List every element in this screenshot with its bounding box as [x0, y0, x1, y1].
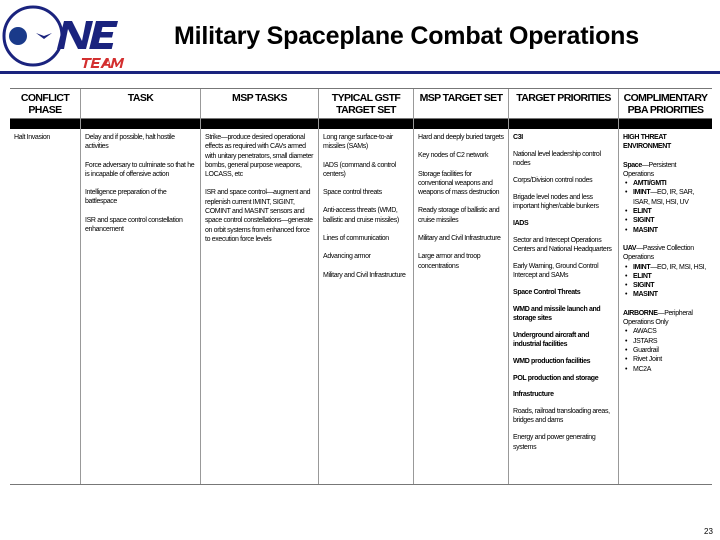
heading-rest: —Peripheral Operations Only	[623, 309, 693, 327]
priority-item: Space Control Threats	[513, 288, 581, 296]
priority-item: POL production and storage	[513, 374, 599, 382]
bullet-bold: IMINT	[633, 189, 651, 197]
bullet-rest: Guardrail	[633, 346, 659, 354]
column-header: TASK	[81, 89, 200, 119]
column-header: COMPLIMENTARY PBA PRIORITIES	[619, 89, 712, 119]
priority-item: Early Warning, Ground Control Intercept and SAMs	[513, 262, 599, 279]
col-msp-tasks	[200, 89, 318, 484]
phase-cell: Halt Invasion	[14, 134, 50, 141]
pba-group-heading	[623, 244, 708, 263]
cell-item: Strike—produce desired operational effects as required with CAVs armed with unitary penetrators, small diameter bombs, general purpose weapons, LOCASS, etc	[205, 134, 314, 179]
pba-bullet	[623, 281, 708, 290]
bullet-rest: JSTARS	[633, 337, 658, 345]
pba-group-heading	[623, 309, 708, 328]
pba-bullet	[623, 226, 708, 235]
pba-bullet	[623, 355, 708, 364]
cell-item: Ready storage of ballistic and cruise missiles	[418, 207, 500, 224]
cell-item: Hard and deeply buried targets	[418, 134, 504, 141]
heading-bold: Space	[623, 161, 642, 169]
column-header: TYPICAL GSTF TARGET SET	[319, 89, 413, 119]
col-phase	[10, 89, 80, 484]
pba-bullet	[623, 263, 708, 272]
pba-bullet	[623, 179, 708, 188]
pba-group-space	[623, 161, 708, 235]
priority-item: Sector and Intercept Operations Centers and National Headquarters	[513, 236, 612, 253]
cell-item: Military and Civil Infrastructure	[323, 271, 406, 279]
cell-item: Advancing armor	[323, 253, 371, 261]
pba-group-heading	[623, 161, 708, 180]
bullet-bold: ELINT	[633, 272, 652, 280]
bullet-rest: AWACS	[633, 328, 657, 336]
cell-item: Lines of communication	[323, 235, 389, 243]
bullet-bold: ELINT	[633, 208, 652, 216]
col-task	[80, 89, 200, 484]
bullet-bold: IMINT	[633, 263, 651, 271]
priority-item: Corps/Division control nodes	[513, 176, 593, 184]
pba-bullet	[623, 337, 708, 346]
pba-bullet	[623, 365, 708, 374]
priority-item: Underground aircraft and industrial facilities	[513, 331, 589, 348]
heading-bold: UAV	[623, 244, 637, 252]
header-divider	[0, 71, 720, 74]
page-number: 23	[704, 527, 713, 536]
priority-item: Infrastructure	[513, 391, 554, 399]
cell-item: Large armor and troop concentrations	[418, 253, 481, 270]
pba-bullet	[623, 207, 708, 216]
priority-item: WMD production facilities	[513, 357, 591, 365]
heading-bold: AIRBORNE	[623, 309, 658, 317]
pba-group-uav	[623, 244, 708, 300]
cell-item: IADS (command & control centers)	[323, 161, 396, 178]
bullet-bold: SIGINT	[633, 282, 655, 290]
bullet-rest: —EO, IR, SAR, ISAR, MSI, HSI, UV	[633, 189, 694, 206]
priority-item: Roads, railroad transloading areas, bridges and dams	[513, 408, 610, 425]
pba-bullet	[623, 290, 708, 299]
cell-item: Key nodes of C2 network	[418, 152, 489, 160]
cell-item: Military and Civil Infrastructure	[418, 235, 501, 243]
priority-item: WMD and missile launch and storage sites	[513, 305, 601, 322]
cell-item: Storage facilities for conventional weapons and weapons of mass destruction	[418, 170, 500, 197]
col-msp-targets	[413, 89, 508, 484]
cell-item: Intelligence preparation of the battlespace	[85, 189, 167, 206]
col-gstf-targets	[318, 89, 413, 484]
pba-bullet	[623, 188, 708, 207]
operations-table	[10, 88, 712, 485]
col-priorities	[508, 89, 618, 484]
col-pba	[618, 89, 712, 484]
cell-item: ISR and space control—augment and replenish current IMINT, SIGINT, COMINT and MASINT sensors and space control constellations—generate on orbit systems from enhanced force to execution force levels	[205, 189, 313, 243]
bullet-bold: MASINT	[633, 291, 658, 299]
pba-group-airborne	[623, 309, 708, 374]
heading-rest: —Persistent Operations	[623, 161, 677, 178]
one-team-logo	[2, 3, 162, 71]
column-header: MSP TARGET SET	[414, 89, 508, 119]
pba-bullet	[623, 346, 708, 355]
pba-bullet	[623, 272, 708, 281]
priority-item: IADS	[513, 219, 529, 227]
pba-bullet	[623, 216, 708, 225]
bullet-rest: Rivet Joint	[633, 356, 662, 364]
cell-item: Delay and if possible, halt hostile activities	[85, 134, 175, 151]
priority-item: Energy and power generating systems	[513, 434, 596, 451]
column-header: TARGET PRIORITIES	[509, 89, 618, 119]
page-title: Military Spaceplane Combat Operations	[174, 22, 639, 50]
column-header: MSP TASKS	[201, 89, 318, 119]
priority-item: Brigade level nodes and less important higher/cable bunkers	[513, 193, 599, 210]
bullet-bold: AMTI/GMTI	[633, 180, 667, 188]
heading-rest: —Passive Collection Operations	[623, 244, 694, 262]
column-header: CONFLICT PHASE	[10, 89, 80, 119]
environment-label: HIGH THREAT ENVIRONMENT	[623, 134, 671, 151]
cell-item: Force adversary to culminate so that he is incapable of offensive action	[85, 161, 195, 178]
pba-bullet	[623, 327, 708, 336]
bullet-rest: —EO, IR, MSI, HSI,	[650, 263, 706, 271]
priority-item: National level leadership control nodes	[513, 150, 601, 168]
cell-item: Space control threats	[323, 189, 382, 197]
bullet-bold: SIGINT	[633, 217, 655, 225]
cell-item: ISR and space control constellation enhancement	[85, 216, 183, 234]
cell-item: Anti-access threats (WMD, ballistic and cruise missiles)	[323, 207, 399, 224]
bullet-rest: MC2A	[633, 365, 652, 373]
priority-item: C3I	[513, 134, 523, 141]
cell-item: Long range surface-to-air missiles (SAMs)	[323, 134, 393, 151]
bullet-bold: MASINT	[633, 226, 658, 234]
